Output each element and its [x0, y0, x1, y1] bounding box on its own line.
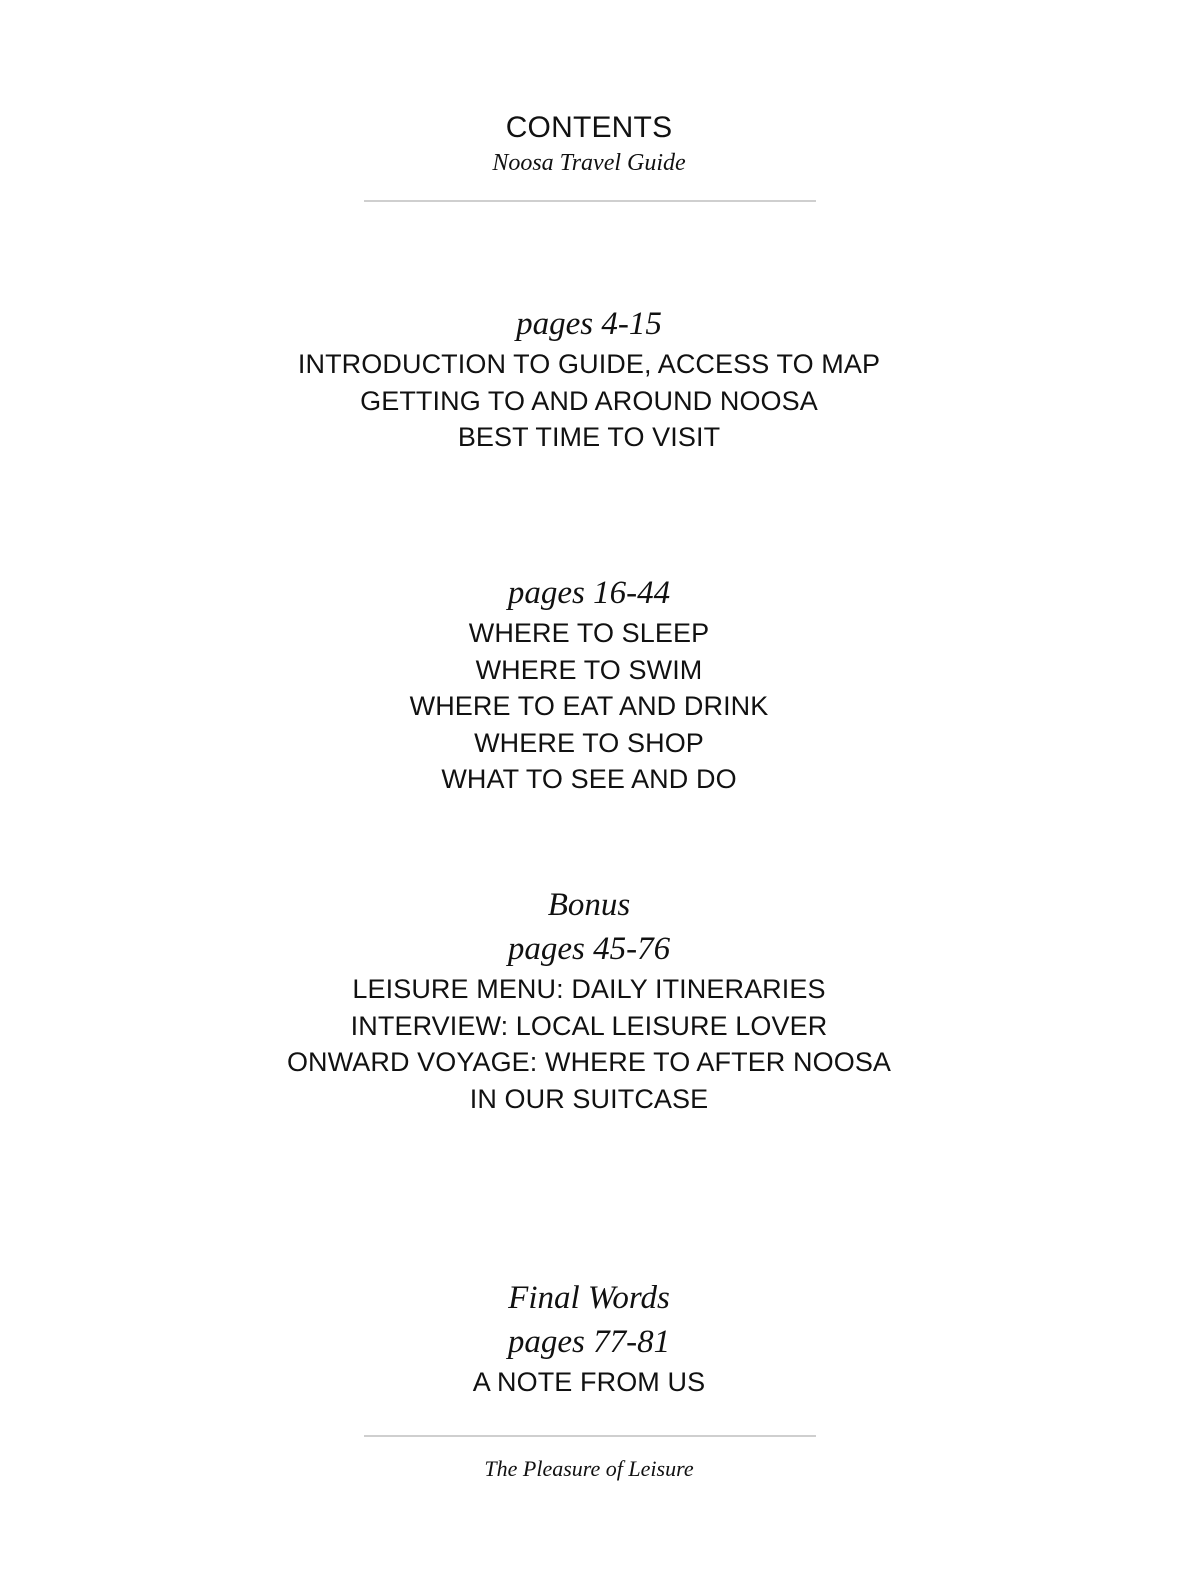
toc-item: IN OUR SUITCASE	[469, 1083, 709, 1114]
toc-item: BEST TIME TO VISIT	[457, 422, 721, 452]
contents-section-bonus	[0, 883, 1178, 1117]
toc-item: INTERVIEW: LOCAL LEISURE LOVER	[350, 1010, 828, 1041]
contents-section-2	[0, 571, 1178, 798]
toc-item: LEISURE MENU: DAILY ITINERARIES	[352, 974, 826, 1004]
toc-item: WHAT TO SEE AND DO	[441, 764, 737, 794]
toc-item: WHERE TO EAT AND DRINK	[409, 691, 769, 721]
section-3-pages: pages 45-76	[507, 931, 671, 967]
section-4-label: Final Words	[508, 1280, 670, 1316]
toc-item: WHERE TO SWIM	[475, 654, 703, 685]
toc-item: INTRODUCTION TO GUIDE, ACCESS TO MAP	[297, 349, 881, 379]
footer-text: The Pleasure of Leisure	[484, 1456, 694, 1481]
contents-section-final-words	[0, 1276, 1178, 1401]
top-divider	[364, 200, 816, 202]
page-subtitle: Noosa Travel Guide	[492, 150, 686, 176]
contents-section-1	[0, 302, 1178, 456]
bottom-divider	[364, 1435, 816, 1437]
section-2-pages: pages 16-44	[507, 575, 671, 611]
toc-item: GETTING TO AND AROUND NOOSA	[360, 385, 818, 416]
toc-item: WHERE TO SLEEP	[468, 618, 710, 648]
section-1-pages: pages 4-15	[516, 306, 662, 342]
page-title: CONTENTS	[505, 111, 673, 144]
toc-item: A NOTE FROM US	[472, 1367, 706, 1397]
section-4-pages: pages 77-81	[507, 1324, 671, 1360]
toc-item: WHERE TO SHOP	[474, 727, 704, 758]
toc-item: ONWARD VOYAGE: WHERE TO AFTER NOOSA	[286, 1047, 892, 1077]
section-3-label: Bonus	[547, 887, 631, 923]
